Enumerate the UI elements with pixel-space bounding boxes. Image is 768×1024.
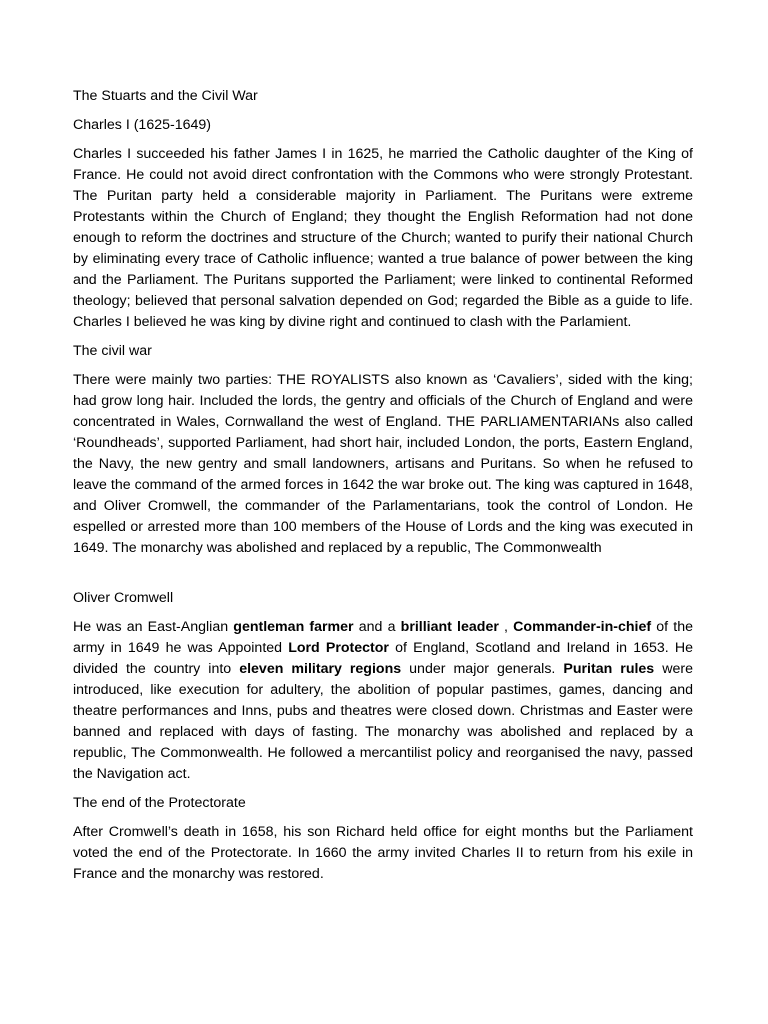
bold-term: Puritan rules xyxy=(563,661,655,677)
blank-line xyxy=(73,567,693,588)
section-heading-oliver-cromwell: Oliver Cromwell xyxy=(73,590,174,606)
bold-term: gentleman farmer xyxy=(233,619,354,635)
section-heading-civil-war: The civil war xyxy=(73,343,152,359)
text-run: of the army in 1649 he was Appointed xyxy=(73,619,694,656)
section-heading-end-of-protectorate: The end of the Protectorate xyxy=(73,795,246,811)
paragraph-civil-war: There were mainly two parties: THE ROYALISTS also known as ‘Cavaliers’, sided with the king; had grow long hair. Included the lords, the gentry and officials of the Church of England and were concentrated in Wales, Cornwalland the west of England. THE PARLIAMENTARIANs also called ‘Roundheads’, supported Parliament, had short hair, included London, the ports, Eastern England, the Navy, the new gentry and small landowners, artisans and Puritans. So when he refused to leave the command of the armed forces in 1642 the war broke out. The king was captured in 1648, and Oliver Cromwell, the commander of the Parlamentarians, took the control of London. He espelled or arrested more than 100 members of the House of Lords and the king was executed in 1649. The monarchy was abolished and replaced by a republic, The Commonwealth xyxy=(73,372,693,556)
text-run: under major generals. xyxy=(401,661,564,677)
text-run: of England, Scotland and Ireland in 1653. He divided the country into xyxy=(73,640,693,677)
document-page xyxy=(73,86,693,893)
text-run: He was an East-Anglian xyxy=(73,619,234,635)
text-run: , xyxy=(498,619,514,635)
paragraph-end-of-protectorate: After Cromwell’s death in 1658, his son Richard held office for eight months but the Parliament voted the end of the Protectorate. In 1660 the army invited Charles II to return from his exile in France and the monarchy was restored. xyxy=(73,824,693,882)
bold-term: Lord Protector xyxy=(288,640,389,656)
bold-term: Commander-in-chief xyxy=(513,619,652,635)
document-title: The Stuarts and the Civil War xyxy=(73,88,258,104)
bold-term: brilliant leader xyxy=(400,619,499,635)
text-run: and a xyxy=(353,619,401,635)
paragraph-oliver-cromwell xyxy=(73,617,693,785)
text-run: were introduced, like execution for adultery, the abolition of popular pastimes, games, dancing and theatre performances and Inns, pubs and theatres were closed down. Christmas and Easter were banned and replaced with days of fasting. The monarchy was abolished and replaced by a republic, The Commonwealth. He followed a mercantilist policy and reorganised the navy, passed the Navigation act. xyxy=(73,661,693,782)
paragraph-charles-i: Charles I succeeded his father James I in 1625, he married the Catholic daughter of the King of France. He could not avoid direct confrontation with the Commons who were strongly Protestant. The Puritan party held a considerable majority in Parliament. The Puritans were extreme Protestants within the Church of England; they thought the English Reformation had not done enough to reform the doctrines and structure of the Church; wanted to purify their national Church by eliminating every trace of Catholic influence; wanted a true balance of power between the king and the Parliament. The Puritans supported the Parliament; were linked to continental Reformed theology; believed that personal salvation depended on God; regarded the Bible as a guide to life. Charles I believed he was king by divine right and continued to clash with the Parlamient. xyxy=(73,146,693,330)
section-heading-charles-i: Charles I (1625-1649) xyxy=(73,117,212,133)
bold-term: eleven military regions xyxy=(239,661,402,677)
